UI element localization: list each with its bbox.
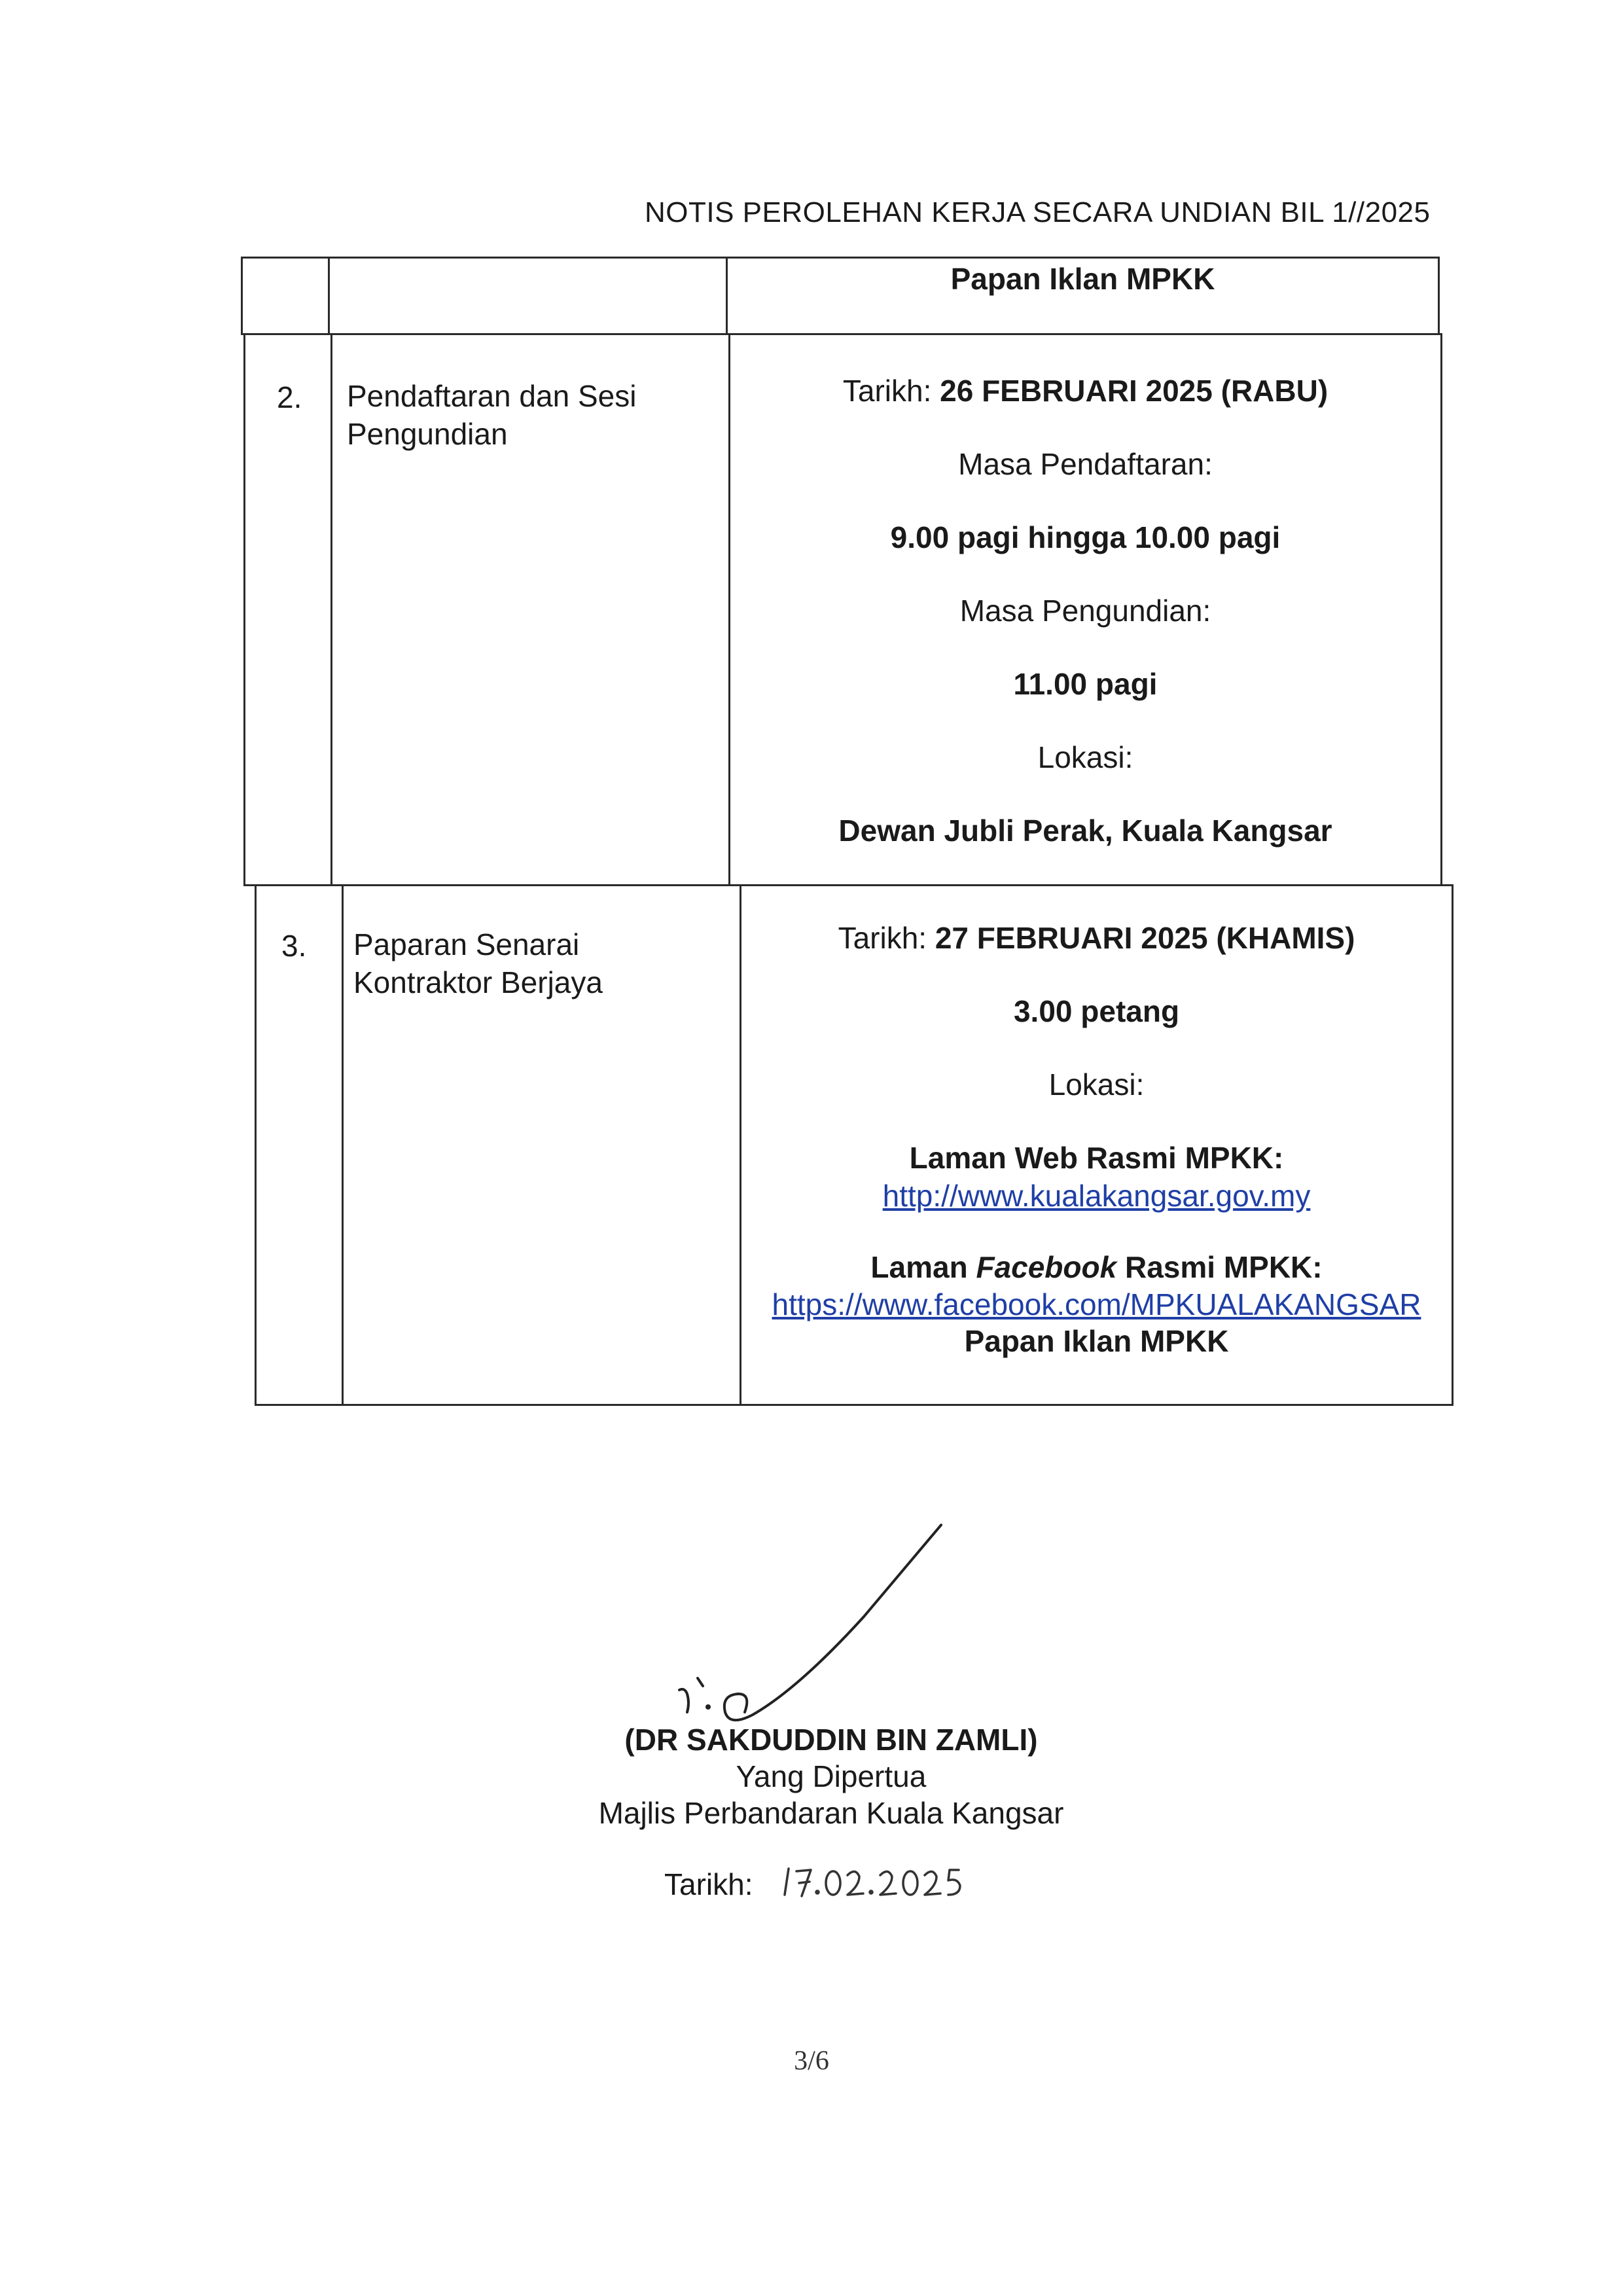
handwritten-date (782, 1856, 978, 1908)
column-divider (330, 335, 332, 884)
web-link-wrap (741, 1178, 1452, 1213)
location-value: Dewan Jubli Perak, Kuala Kangsar (838, 814, 1332, 848)
description-line: Pengundian (347, 417, 508, 451)
column-divider (342, 886, 344, 1404)
table-row-3 (255, 884, 1454, 1406)
table-row-continued (241, 257, 1440, 335)
description-line: Paparan Senarai (353, 927, 580, 961)
registration-label: Masa Pendaftaran: (958, 447, 1213, 481)
web-label: Laman Web Rasmi MPKK: (909, 1141, 1284, 1175)
signatory-name: (DR SAKDUDDIN BIN ZAMLI) (624, 1723, 1038, 1757)
signature-drawing (668, 1518, 955, 1728)
continued-detail-cell (728, 259, 1438, 337)
date-value: 26 FEBRUARI 2025 (RABU) (940, 374, 1329, 408)
row-number: 3. (281, 929, 307, 963)
time-value: 3.00 petang (1013, 994, 1180, 1028)
description-line: Kontraktor Berjaya (353, 965, 603, 999)
signature-date-label: Tarikh: (664, 1867, 753, 1901)
notice-board-text: Papan Iklan MPKK (950, 262, 1215, 296)
row-detail-cell (730, 335, 1440, 884)
notice-board-text: Papan Iklan MPKK (964, 1324, 1229, 1358)
location-label: Lokasi: (1037, 740, 1133, 774)
page-number: 3/6 (794, 2046, 829, 2076)
facebook-link[interactable]: https://www.facebook.com/MPKUALAKANGSAR (772, 1287, 1421, 1321)
document-header: NOTIS PEROLEHAN KERJA SECARA UNDIAN BIL 1//2025 (645, 196, 1431, 228)
row-number: 2. (277, 380, 302, 414)
facebook-label-pre: Laman (870, 1250, 976, 1284)
date-value: 27 FEBRUARI 2025 (KHAMIS) (935, 921, 1355, 955)
date-label: Tarikh: (838, 921, 935, 955)
voting-time: 11.00 pagi (1013, 667, 1158, 701)
registration-time: 9.00 pagi hingga 10.00 pagi (890, 520, 1281, 554)
description-line: Pendaftaran dan Sesi (347, 379, 637, 413)
location-label: Lokasi: (1048, 1067, 1145, 1102)
row-detail-cell (741, 886, 1452, 1404)
facebook-label-italic: Facebook (976, 1250, 1117, 1284)
facebook-label-post: Rasmi MPKK: (1116, 1250, 1323, 1284)
row-description (353, 925, 603, 1001)
row-description (347, 377, 636, 453)
signatory-position: Yang Dipertua (736, 1759, 927, 1793)
date-label: Tarikh: (842, 374, 940, 408)
signature-block (563, 1721, 1099, 1831)
facebook-link-wrap (741, 1287, 1452, 1322)
signatory-organization: Majlis Perbandaran Kuala Kangsar (598, 1796, 1064, 1830)
column-divider (328, 259, 330, 333)
date-line (730, 373, 1440, 408)
table-row-2 (243, 333, 1442, 886)
web-link[interactable]: http://www.kualakangsar.gov.my (882, 1179, 1311, 1213)
voting-label: Masa Pengundian: (959, 594, 1211, 628)
date-line (741, 920, 1452, 956)
facebook-label (741, 1249, 1452, 1285)
